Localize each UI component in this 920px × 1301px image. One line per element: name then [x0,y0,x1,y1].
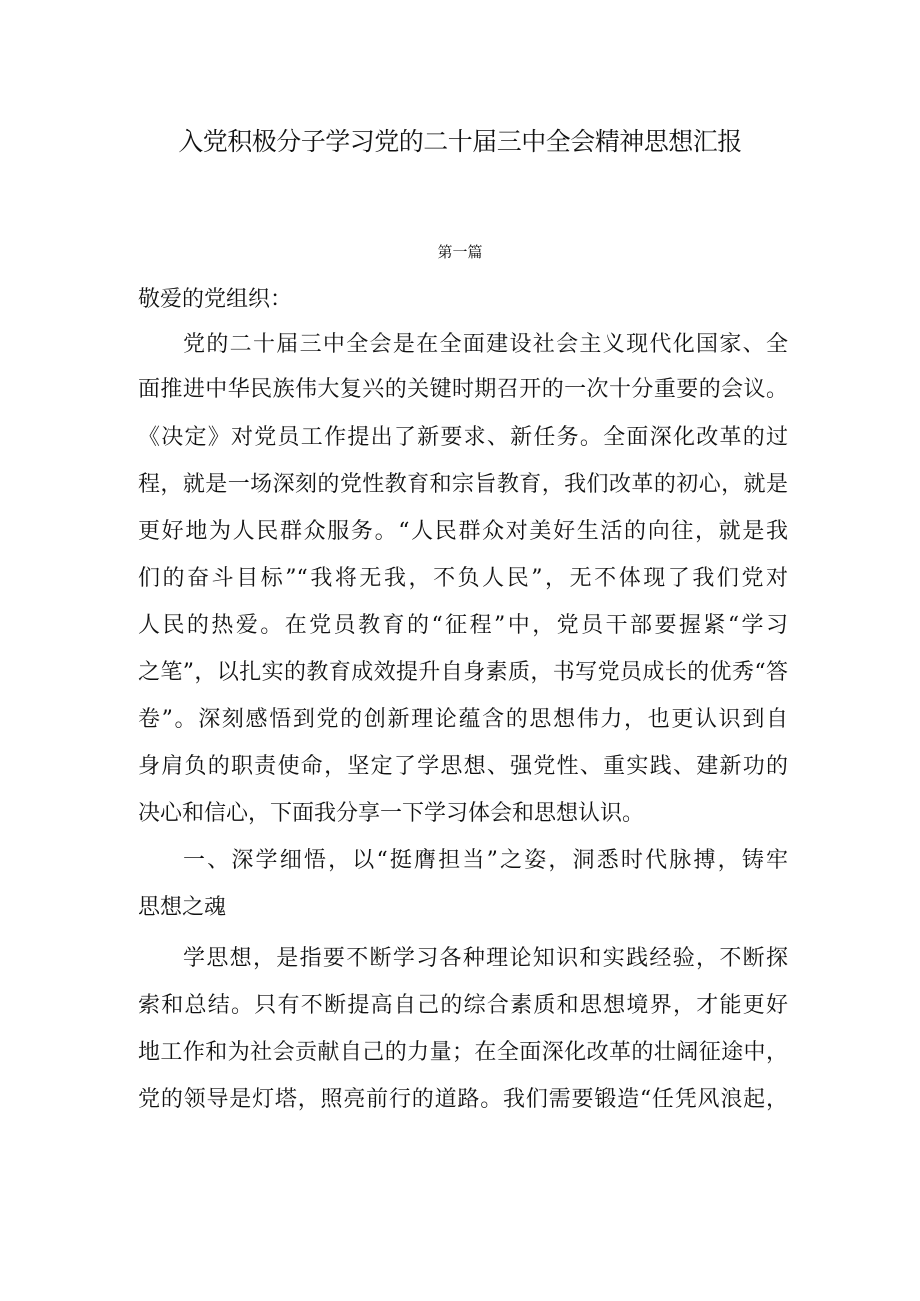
paragraph-line: 党的领导是灯塔，照亮前行的道路。我们需要锻造“任凭风浪起， [138,1087,788,1112]
section-heading: 第一篇 [437,243,483,261]
document-title: 入党积极分子学习党的二十届三中全会精神思想汇报 [178,127,742,156]
paragraph-line: 《决定》对党员工作提出了新要求、新任务。全面深化改革的过 [138,425,788,450]
paragraph-line: 索和总结。只有不断提高自己的综合素质和思想境界，才能更好 [138,993,788,1018]
paragraph-line: 决心和信心，下面我分享一下学习体会和思想认识。 [138,801,645,826]
paragraph-line: 们的奋斗目标”“我将无我，不负人民”，无不体现了我们党对 [138,566,788,591]
paragraph-line: 面推进中华民族伟大复兴的关键时期召开的一次十分重要的会议。 [138,377,788,402]
salutation: 敬爱的党组织： [138,287,293,312]
paragraph-line: 程，就是一场深刻的党性教育和宗旨教育，我们改革的初心，就是 [138,472,788,497]
paragraph-line: 学思想，是指要不断学习各种理论知识和实践经验，不断探 [183,946,788,971]
paragraph-line: 之笔”，以扎实的教育成效提升自身素质，书写党员成长的优秀“答 [138,660,788,685]
subheading-line: 思想之魂 [138,895,227,920]
paragraph-line: 地工作和为社会贡献自己的力量；在全面深化改革的壮阔征途中， [138,1040,788,1065]
paragraph-line: 党的二十届三中全会是在全面建设社会主义现代化国家、全 [183,332,788,357]
paragraph-line: 卷”。深刻感悟到党的创新理论蕴含的思想伟力，也更认识到自 [138,707,788,732]
paragraph-line: 人民的热爱。在党员教育的“征程”中，党员干部要握紧“学习 [138,613,788,638]
paragraph-line: 身肩负的职责使命，坚定了学思想、强党性、重实践、建新功的 [138,754,788,779]
subheading-line: 一、深学细悟，以“挺膺担当”之姿，洞悉时代脉搏，铸牢 [183,848,788,873]
paragraph-line: 更好地为人民群众服务。“人民群众对美好生活的向往，就是我 [138,519,788,544]
